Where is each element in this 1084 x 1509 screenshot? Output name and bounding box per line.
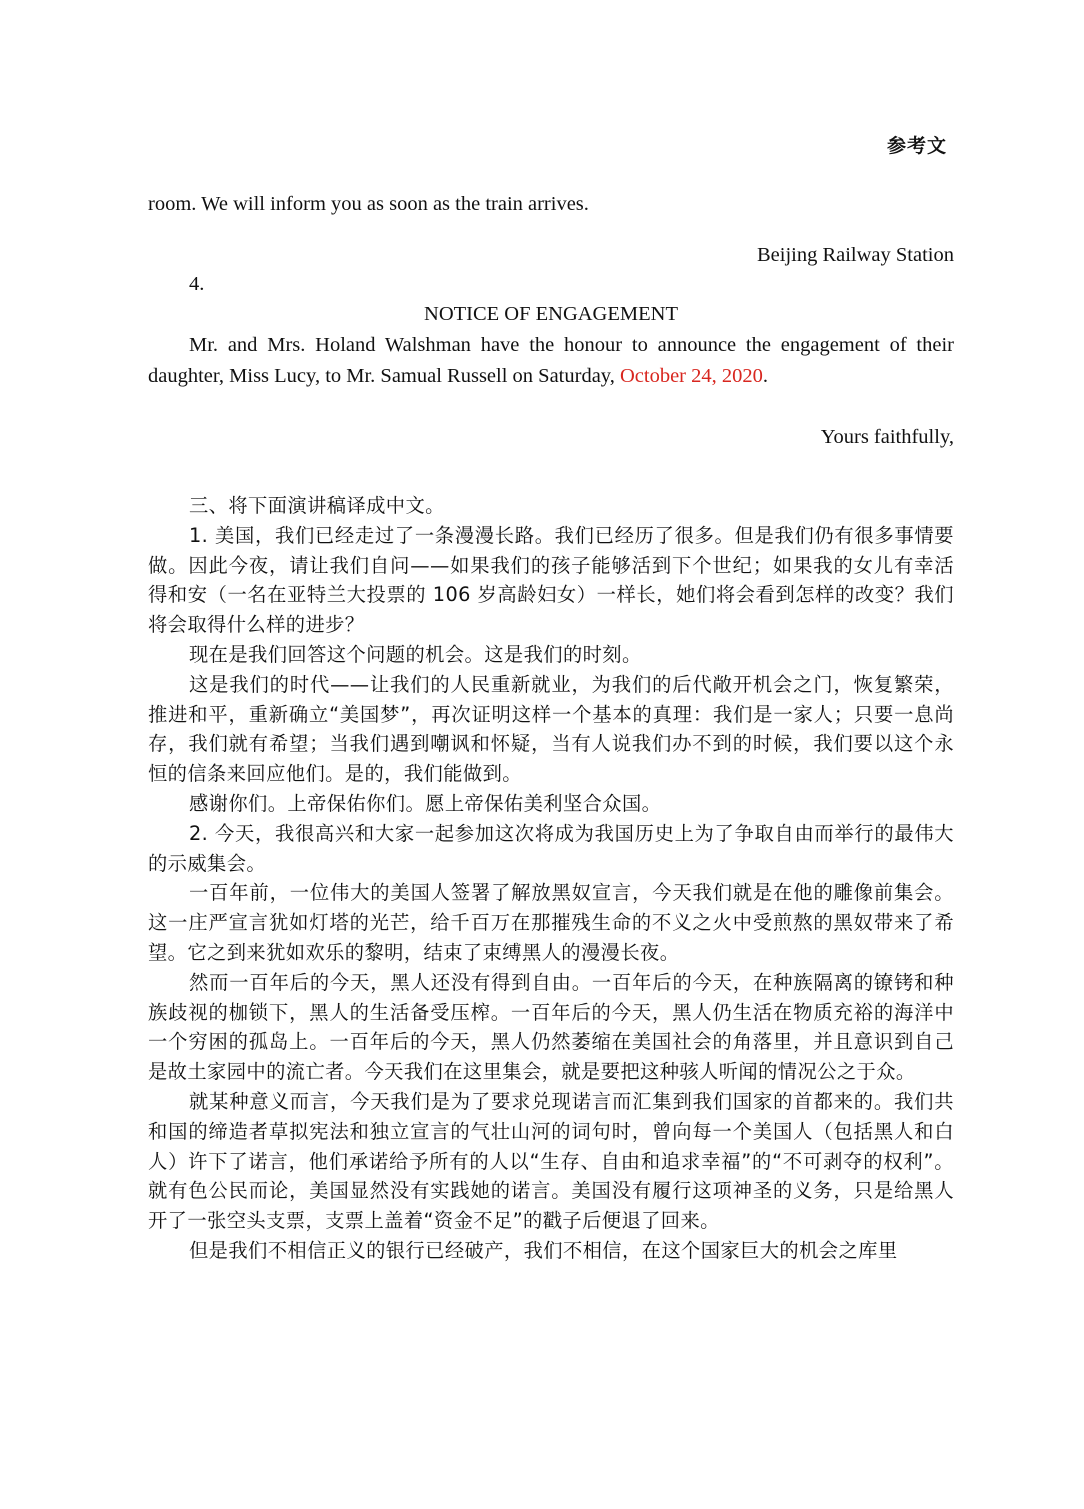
translation-paragraph: 然而一百年后的今天，黑人还没有得到自由。一百年后的今天，在种族隔离的镣铐和种族歧视的枷锁下，黑人的生活备受压榨。一百年后的今天，黑人仍生活在物质充裕的海洋中一个穷困的孤岛上。一百年后的今天，黑人仍然萎缩在美国社会的角落里，并且意识到自己是故土家园中的流亡者。今天我们在这里集会，就是要把这种骇人听闻的情况公之于众。 bbox=[148, 970, 954, 1084]
header-label: 参考文 bbox=[886, 135, 947, 157]
notice4-number: 4. bbox=[189, 273, 205, 295]
translation-paragraph: 感谢你们。上帝保佑你们。愿上帝保佑美利坚合众国。 bbox=[189, 791, 662, 815]
notice3-tail-line: room. We will inform you as soon as the train arrives. bbox=[148, 193, 589, 215]
notice4-closing: Yours faithfully, bbox=[820, 426, 954, 448]
notice4-body-end: . bbox=[762, 365, 768, 387]
notice4-date: October 24, 2020 bbox=[619, 365, 763, 387]
section3-heading: 三、将下面演讲稿译成中文。 bbox=[189, 494, 445, 517]
translation-paragraph: 但是我们不相信正义的银行已经破产，我们不相信，在这个国家巨大的机会之库里 bbox=[189, 1238, 898, 1262]
translation-paragraph: 就某种意义而言，今天我们是为了要求兑现诺言而汇集到我们国家的首都来的。我们共和国的缔造者草拟宪法和独立宣言的气壮山河的词句时，曾向每一个美国人（包括黑人和白人）许下了诺言，他们承诺给予所有的人以“生存、自由和追求幸福”的“不可剥夺的权利”。就有色公民而论，美国显然没有实践她的诺言。美国没有履行这项神圣的义务，只是给黑人开了一张空头支票，支票上盖着“资金不足”的戳子后便退了回来。 bbox=[148, 1089, 954, 1233]
translation-paragraph: 1. 美国，我们已经走过了一条漫漫长路。我们已经历了很多。但是我们仍有很多事情要做。因此今夜，请让我们自问——如果我们的孩子能够活到下个世纪；如果我的女儿有幸活得和安（一名在亚特兰大投票的 106 岁高龄妇女）一样长，她们将会看到怎样的改变？我们将会取得什么样的进步？ bbox=[148, 523, 954, 637]
notice4-title: NOTICE OF ENGAGEMENT bbox=[424, 303, 678, 325]
document-body bbox=[148, 189, 954, 1266]
translation-paragraph: 一百年前，一位伟大的美国人签署了解放黑奴宣言，今天我们就是在他的雕像前集会。这一庄严宣言犹如灯塔的光芒，给千百万在那摧残生命的不义之火中受煎熬的黑奴带来了希望。它之到来犹如欢乐的黎明，结束了束缚黑人的漫漫长夜。 bbox=[148, 881, 954, 964]
notice4-body bbox=[148, 330, 954, 392]
translation-paragraph: 现在是我们回答这个问题的机会。这是我们的时刻。 bbox=[189, 642, 642, 666]
translation-paragraph: 这是我们的时代——让我们的人民重新就业，为我们的后代敞开机会之门，恢复繁荣，推进和平，重新确立“美国梦”，再次证明这样一个基本的真理：我们是一家人；只要一息尚存，我们就有希望；当我们遇到嘲讽和怀疑，当有人说我们办不到的时候，我们要以这个永恒的信条来回应他们。是的，我们能做到。 bbox=[148, 672, 954, 786]
notice3-signature: Beijing Railway Station bbox=[756, 244, 954, 266]
translation-paragraph: 2. 今天，我很高兴和大家一起参加这次将成为我国历史上为了争取自由而举行的最伟大的示威集会。 bbox=[148, 821, 954, 875]
notice4-body-text: Mr. and Mrs. Holand Walshman have the honour to announce the engagement of their daughter, Miss Lucy, to Mr. Samual Russell on Saturday, bbox=[148, 334, 954, 387]
